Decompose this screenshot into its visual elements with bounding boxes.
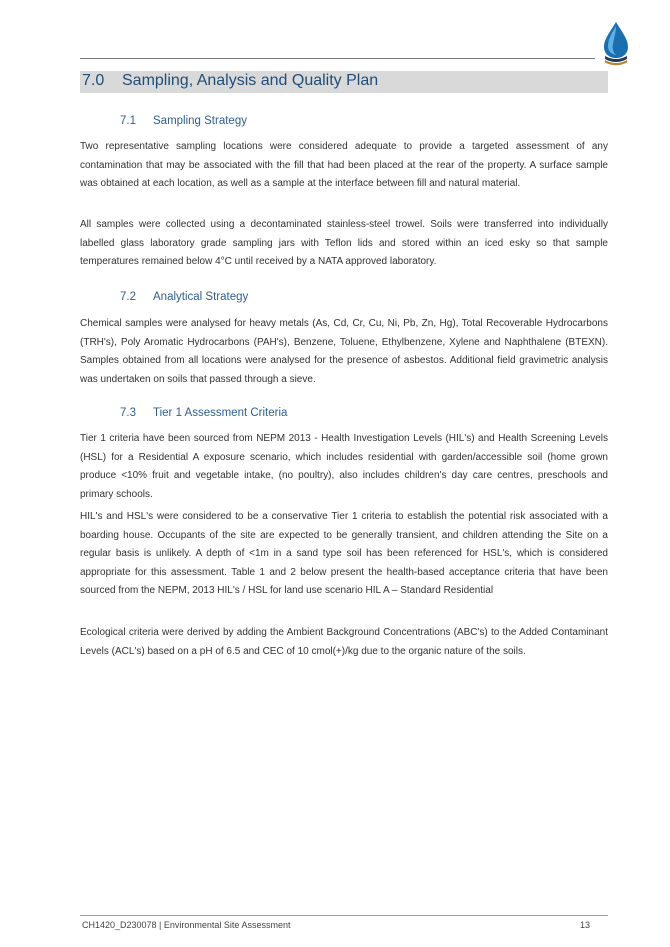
page-number: 13 bbox=[580, 920, 591, 930]
paragraph: Ecological criteria were derived by adding the Ambient Background Concentrations (ABC's) to the Added Contaminant Levels (ACL's) based on a pH of 6.5 and CEC of 10 cmol(+)/kg due to the organic nature of the soils. bbox=[80, 627, 608, 657]
paragraph: HIL's and HSL's were considered to be a conservative Tier 1 criteria to establish the potential risk associated with a boarding house. Occupants of the site are expected to be generally transient, and children attending the Site on a regular basis is unlikely. A depth of <1m in a sand type soil has been referenced for HSL's, which is considered appropriate for this assessment. Table 1 and 2 below present the health-based acceptance criteria that have been sourced from the NEPM, 2013 HIL's / HSL for land use scenario HIL A – Standard Residential bbox=[80, 511, 608, 597]
subsection-number: 7.3 bbox=[120, 407, 136, 419]
subsection-number: 7.1 bbox=[120, 115, 136, 127]
section-title: Sampling, Analysis and Quality Plan bbox=[122, 72, 379, 89]
paragraph: Two representative sampling locations were considered adequate to provide a targeted assessment of any contamination that may be associated with the fill that had been placed at the rear of the property. A surface sample was obtained at each location, as well as a sample at the interface between fill and natural material. bbox=[80, 141, 608, 190]
subsection-title: Analytical Strategy bbox=[153, 291, 249, 303]
subsection-title: Sampling Strategy bbox=[153, 115, 247, 127]
paragraph: All samples were collected using a decontaminated stainless-steel trowel. Soils were transferred into individually labelled glass laboratory grade sampling jars with Teflon lids and stored within an iced esky so that sample temperatures remained below 4°C until received by a NATA approved laboratory. bbox=[80, 219, 608, 268]
subsection-heading-sampling-strategy bbox=[120, 115, 247, 127]
footer-rule bbox=[80, 915, 608, 916]
water-drop-logo-icon bbox=[600, 20, 632, 68]
section-heading bbox=[82, 72, 378, 90]
paragraph: Chemical samples were analysed for heavy metals (As, Cd, Cr, Cu, Ni, Pb, Zn, Hg), Total Recoverable Hydrocarbons (TRH's), Poly Aromatic Hydrocarbons (PAH's), Benzene, Toluene, Ethylbenzene, Xylene and Naphthalene (BTEXN). Samples obtained from all locations were analysed for the presence of asbestos. Additional field gravimetric analysis was undertaken on soils that passed through a sieve. bbox=[80, 318, 608, 385]
section-number: 7.0 bbox=[82, 72, 105, 89]
footer-document-reference: CH1420_D230078 | Environmental Site Assessment bbox=[82, 920, 291, 930]
subsection-heading-tier-1-assessment-criteria bbox=[120, 407, 287, 419]
subsection-heading-analytical-strategy bbox=[120, 291, 248, 303]
subsection-number: 7.2 bbox=[120, 291, 136, 303]
paragraph: Tier 1 criteria have been sourced from NEPM 2013 - Health Investigation Levels (HIL's) and Health Screening Levels (HSL) for a Residential A exposure scenario, which includes residential with garden/accessible soil (home grown produce <10% fruit and vegetable intake, (no poultry), also includes children's day care centres, preschools and primary schools. bbox=[80, 433, 608, 500]
header-rule bbox=[80, 58, 595, 59]
subsection-title: Tier 1 Assessment Criteria bbox=[153, 407, 288, 419]
